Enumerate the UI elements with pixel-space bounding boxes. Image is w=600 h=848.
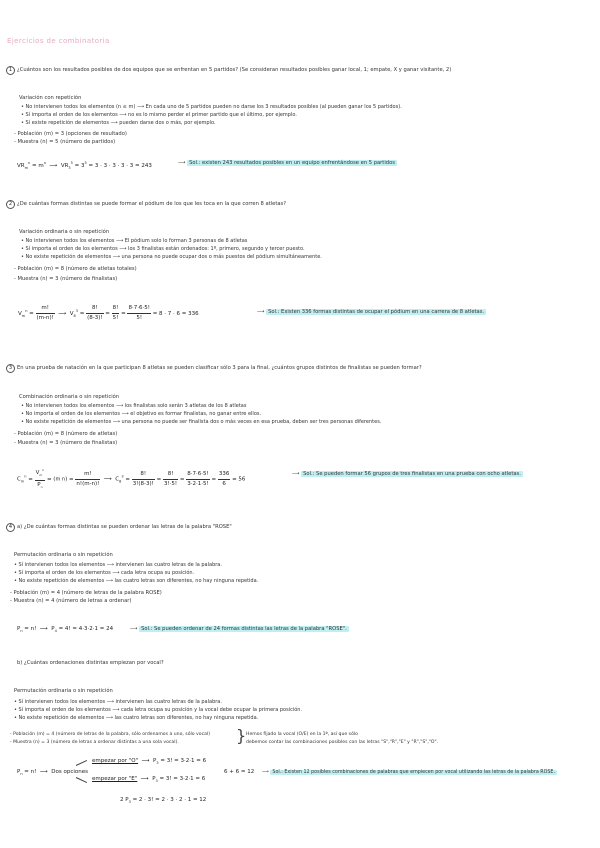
ex1-bullet-2-text: Sí importa el orden de los elementos ⟶ no es lo mismo perder el primer partido que el último, por ejemplo. <box>25 112 297 118</box>
ex4a-answer-row: ⟶ Sol.: Se pueden ordenar de 24 formas distintas las letras de la palabra "ROSE". <box>130 626 347 632</box>
ex2-bullet-2: • Sí importa el orden de los elementos ⟶ los 3 finalistas están ordenados: 1º, primero, segundo y tercer puesto. <box>21 246 305 252</box>
ex4b-note-2: debemos contar las combinaciones posibles con las letras "S","R","E" y "R","S","O". <box>246 740 439 745</box>
ex2-frac-2-den: (8-3)! <box>87 315 103 321</box>
ex2-bullet-1-text: No intervienen todos los elementos ⟶ El pódium solo lo forman 3 personas de 8 atletas <box>25 238 248 244</box>
ex3-frac-4-num: 8·7·6·5! <box>186 470 209 480</box>
ex4b-note-brace: } <box>236 726 247 745</box>
ex3-bullet-2: • No importa el orden de los elementos ⟶ el objetivo es formar finalistas, no ganar entre ellos. <box>21 411 262 417</box>
ex2-frac-4 <box>127 304 150 323</box>
exercise-number-3: 3 <box>6 364 15 373</box>
ex1-question: ¿Cuántos son los resultados posibles de dos equipos que se enfrentan en 5 partidos? (Se consideran resultados posibles ganar local, 1; empate, X y ganar visitante, 2) <box>17 67 452 73</box>
ex3-frac-1 <box>75 470 100 489</box>
ex3-frac-vp <box>35 466 46 492</box>
ex4b-p-general-result: = n! <box>24 769 37 775</box>
ex4a-bullet-1: • Sí intervienen todos los elementos ⟶ intervienen las cuatro letras de la palabra. <box>14 562 222 568</box>
ex3-result: = 56 <box>232 476 246 483</box>
ex3-frac-3-num: 8! <box>163 470 178 480</box>
ex4b-bullet-3: • No existe repetición de elementos ⟶ las cuatro letras son diferentes, no hay ninguna repetida. <box>14 715 259 721</box>
ex3-frac-3-den: 3!·5! <box>163 480 178 487</box>
ex3-p-symbol: P <box>37 481 41 488</box>
ex2-bullet-2-text: Sí importa el orden de los elementos ⟶ los 3 finalistas están ordenados: 1º, primero, segundo y tercer puesto. <box>25 246 305 252</box>
ex2-frac-3-den: 5! <box>112 315 119 321</box>
ex4a-population: - Población (m) = 4 (número de letras de la palabra ROSE) <box>10 590 162 596</box>
ex4b-type: Permutación ordinaria o sin repetición <box>14 688 113 694</box>
ex4a-p-general-result: = n! <box>24 626 37 632</box>
ex2-bullet-3: • No existe repetición de elementos ⟶ una persona no puede ocupar dos o más puestos del pódium simultáneamente. <box>21 254 322 260</box>
ex1-sample: - Muestra (n) = 5 (número de partidos) <box>14 139 116 145</box>
ex1-answer: Sol.: existen 243 resultados posibles en un equipo enfrentándose en 5 partidos <box>189 160 395 166</box>
ex4b-start-e: empezar por "E" <box>92 776 138 782</box>
ex4b-alt-p: 2 P <box>120 797 129 803</box>
ex2-v-general: V <box>18 311 22 317</box>
ex2-type: Variación ordinaria o sin repetición <box>19 229 110 235</box>
ex4b-two-options: Dos opciones <box>51 769 88 775</box>
ex4a-result: = 4! = 4·3·2·1 = 24 <box>58 626 114 632</box>
ex4a-p-general: P <box>17 626 21 632</box>
ex3-sample: - Muestra (n) = 3 (número de finalistas) <box>14 440 118 446</box>
ex3-frac-4-den: 3·2·1·5! <box>187 480 209 487</box>
ex4b-answer: Sol.: Existen 12 posibles combinaciones de palabras que empiecen por vocal utilizando las letras de la palabra ROSE. <box>272 770 555 775</box>
ex2-frac-2 <box>86 304 103 323</box>
ex3-frac-5-num: 336 <box>218 470 231 480</box>
ex3-frac-3 <box>163 470 178 489</box>
ex3-frac-5-den: 6 <box>222 480 226 487</box>
ex1-formula-vr-general: VR <box>17 162 25 169</box>
ex1-bullet-3: • Sí existe repetición de elementos ⟶ pueden darse dos o más, por ejemplo. <box>21 120 216 126</box>
ex1-bullet-2: • Sí importa el orden de los elementos ⟶ no es lo mismo perder el primer partido que el último, por ejemplo. <box>21 112 297 118</box>
ex1-formula: $VR_m^n = m^n$ ⟶ $VR_3^5 = 3^5 = 3 \cdot 3 \cdot 3 \cdot 3 \cdot 3 = 243$ <box>17 161 152 170</box>
ex3-frac-1-num: m! <box>75 470 100 480</box>
ex2-answer: Sol.: Existen 336 formas distintas de ocupar el pódium en una carrera de 8 atletas. <box>268 309 485 315</box>
ex4b-sample: - Muestra (n) = 3 (número de letras a ordenar distintas a una sola vocal). <box>10 740 179 745</box>
ex2-population: - Población (m) = 8 (número de atletas totales) <box>14 266 137 272</box>
ex2-frac-4-den: 5! <box>136 315 143 321</box>
ex1-formula-power: = 3 <box>74 162 85 169</box>
ex4a-question: a) ¿De cuántas formas distintas se pueden ordenar las letras de la palabra "ROSE" <box>17 524 232 530</box>
ex4b-result-e: = 3! = 3·2·1 = 6 <box>159 776 206 782</box>
exercise-number-1: 1 <box>6 66 15 75</box>
ex4a-bullet-1-text: Sí intervienen todos los elementos ⟶ intervienen las cuatro letras de la palabra. <box>18 562 222 568</box>
ex1-bullet-1-text: No intervienen todos los elementos (n ≤ m) ⟶ En cada uno de 5 partidos pueden no darse los 3 resultados posibles (al pueden ganar los 5 partidos). <box>25 104 402 110</box>
exercise-number-4: 4 <box>6 523 15 532</box>
ex4a-bullet-3: • No existe repetición de elementos ⟶ las cuatro letras son diferentes, no hay ninguna repetida. <box>14 578 259 584</box>
ex4b-p-general: P <box>17 769 21 775</box>
ex2-frac-1 <box>36 304 55 323</box>
ex4b-result-o: = 3! = 3·2·1 = 6 <box>160 758 207 764</box>
ex3-answer-row: ⟶ Sol.: Se pueden formar 56 grupos de tres finalistas en una prueba con ocho atletas. <box>292 471 521 477</box>
ex3-binomial: m n <box>55 476 66 483</box>
ex4a-bullet-2-text: Sí importa el orden de los elementos ⟶ cada letra ocupa su posición. <box>18 570 195 576</box>
ex3-question: En una prueba de natación en la que participan 8 atletas se pueden clasificar sólo 3 para la final, ¿cuántos grupos distintos de finalistas se pueden formar? <box>17 365 422 371</box>
ex4b-bullet-1: • Sí intervienen todos los elementos ⟶ intervienen las cuatro letras de la palabra. <box>14 699 222 705</box>
ex2-sample: - Muestra (n) = 3 (número de finalistas) <box>14 276 118 282</box>
ex2-bullet-1: • No intervienen todos los elementos ⟶ El pódium solo lo forman 3 personas de 8 atletas <box>21 238 248 244</box>
ex4a-answer: Sol.: Se pueden ordenar de 24 formas distintas las letras de la palabra "ROSE". <box>141 626 347 632</box>
ex4a-formula: $P_n = n$! ⟶ $P_4 = 4$! = 4·3·2·1 = 24 <box>17 626 114 634</box>
exercise-number-2: 2 <box>6 200 15 209</box>
ex1-bullet-1: • No intervienen todos los elementos (n ≤ m) ⟶ En cada uno de 5 partidos pueden no darse los 3 resultados posibles (al pueden ganar los 5 partidos). <box>21 104 402 110</box>
ex3-frac-1-den: n!(m-n)! <box>76 480 100 487</box>
ex4a-bullet-2: • Sí importa el orden de los elementos ⟶ cada letra ocupa su posición. <box>14 570 195 576</box>
ex2-answer-row: ⟶ Sol.: Existen 336 formas distintas de ocupar el pódium en una carrera de 8 atletas. <box>257 309 485 315</box>
ex4b-bullet-2: • Sí importa el orden de los elementos ⟶ cada letra ocupa su posición y la vocal debe ocupar la primera posición. <box>14 707 303 713</box>
ex3-frac-2-den: 3!(8-3)! <box>132 480 154 487</box>
ex4b-alt-result: = 2 · 3! = 2 · 3 · 2 · 1 = 12 <box>132 797 207 803</box>
ex4b-bullet-2-text: Sí importa el orden de los elementos ⟶ cada letra ocupa su posición y la vocal debe ocupar la primera posición. <box>18 707 303 713</box>
ex4b-question: b) ¿Cuántas ordenaciones distintas empiezan por vocal? <box>17 660 164 666</box>
ex1-answer-row: ⟶ Sol.: existen 243 resultados posibles en un equipo enfrentándose en 5 partidos <box>178 160 395 166</box>
ex4a-type: Permutación ordinaria o sin repetición <box>14 552 113 558</box>
ex3-frac-vp-den: $P_n$ <box>37 481 43 490</box>
ex4b-alt-formula: 2 $P_3 = 2 \cdot 3$! = 2 · 3 · 2 · 1 = 12 <box>120 797 207 805</box>
ex3-bullet-1: • No intervienen todos los elementos ⟶ los finalistas solo serán 3 atletas de los 8 atletas <box>21 403 247 409</box>
ex4b-start-o: empezar por "O" <box>92 758 139 764</box>
ex3-bullet-3: • No existe repetición de elementos ⟶ una persona no puede ser finalista dos o más veces en esa prueba, deben ser tres personas diferentes. <box>21 419 382 425</box>
ex3-bullet-2-text: No importa el orden de los elementos ⟶ el objetivo es formar finalistas, no ganar entre ellos. <box>25 411 262 417</box>
ex1-formula-vr-specific: VR <box>60 162 69 169</box>
ex4b-population: - Población (m) = 4 (número de letras de la palabra, sólo ordenamos a uno, sólo vocal) <box>10 732 210 737</box>
ex3-v-symbol: V <box>35 469 40 476</box>
ex2-frac-2-num: 8! <box>86 304 103 314</box>
ex4b-branch-e: empezar por "E" ⟶ $P_3 = 3$! = 3·2·1 = 6 <box>92 776 206 784</box>
ex2-frac-1-num: m! <box>36 304 55 314</box>
ex2-frac-4-num: 8·7·6·5! <box>127 304 150 314</box>
ex4b-bullet-3-text: No existe repetición de elementos ⟶ las cuatro letras son diferentes, no hay ninguna repetida. <box>18 715 259 721</box>
ex3-frac-vp-num: $V_m^n$ <box>35 466 46 481</box>
ex3-frac-2-num: 8! <box>132 470 155 480</box>
ex3-frac-2 <box>132 470 155 489</box>
ex3-bullet-1-text: No intervienen todos los elementos ⟶ los finalistas solo serán 3 atletas de los 8 atletas <box>25 403 247 409</box>
ex2-frac-1-den: (m-n)! <box>36 315 54 321</box>
ex3-type: Combinación ordinaria o sin repetición <box>19 394 120 400</box>
ex1-type: Variación con repetición <box>19 95 82 101</box>
ex4b-bullet-1-text: Sí intervienen todos los elementos ⟶ intervienen las cuatro letras de la palabra. <box>18 699 222 705</box>
ex3-bullet-3-text: No existe repetición de elementos ⟶ una persona no puede ser finalista dos o más veces en esa prueba, deben ser tres personas diferentes. <box>25 419 382 425</box>
ex2-frac-3 <box>112 304 120 323</box>
ex4b-formula-left: $P_n = n$! ⟶ Dos opciones <box>17 769 88 777</box>
ex4b-answer-row: ⟶ Sol.: Existen 12 posibles combinaciones de palabras que empiecen por vocal utilizando las letras de la palabra ROSE. <box>262 770 555 775</box>
ex4b-p-e: P <box>152 776 156 782</box>
ex2-formula: $V_m^n$ = $\frac{m!}{(m-n)!}$ ⟶ $V_8^3$ = $\frac{8!}{(8-3)!}$ = $\frac{8!}{5!}$ = $\frac{8\cdot 7\cdot 6\cdot 5!}{5!}$ = 8 · 7 · 6 = 336 <box>18 305 199 321</box>
ex4a-p-specific: P <box>51 626 55 632</box>
ex4a-bullet-3-text: No existe repetición de elementos ⟶ las cuatro letras son diferentes, no hay ninguna repetida. <box>18 578 259 584</box>
page-title: Ejercicios de combinatoria <box>7 37 110 45</box>
ex4b-note-1: Hemos fijado la vocal (O/E) en la 1ª, así que sólo <box>246 732 358 737</box>
ex4b-branch-o: empezar por "O" ⟶ $P_3 = 3$! = 3·2·1 = 6 <box>92 758 207 766</box>
ex3-formula: $C_m^n$ = $\frac{V_m^n}{P_n}$ = (m n) = $\frac{m!}{n!(m-n)!}$ ⟶ $C_8^3$ = $\frac{8!}{3!(8-3)!}$ = $\frac{8!}{3!\cdot 5!}$ = $\frac{8\cdot 7\cdot 6\cdot 5!}{3\cdot 2\cdot 1\cdot 5!}$ = $\frac{336}{6}$ = 56 <box>17 466 245 492</box>
ex1-formula-general-result: = m <box>31 162 44 169</box>
ex4b-sum: 6 + 6 = 12 <box>224 769 255 775</box>
ex3-c-general: C <box>17 476 21 483</box>
ex3-frac-4 <box>186 470 209 489</box>
ex2-frac-3-num: 8! <box>112 304 120 314</box>
ex3-answer: Sol.: Se pueden formar 56 grupos de tres finalistas en una prueba con ocho atletas. <box>303 471 521 477</box>
ex2-question: ¿De cuántas formas distintas se puede formar el pódium de los que les toca en la que corren 8 atletas? <box>17 201 287 207</box>
ex2-result: = 8 · 7 · 6 = 336 <box>152 311 199 317</box>
ex4b-branch-up <box>76 760 87 766</box>
ex3-frac-5 <box>218 470 231 489</box>
ex1-population: - Población (m) = 3 (opciones de resultado) <box>14 131 127 137</box>
ex4a-sample: - Muestra (n) = 4 (número de letras a ordenar) <box>10 598 132 604</box>
ex1-bullet-3-text: Sí existe repetición de elementos ⟶ pueden darse dos o más, por ejemplo. <box>25 120 216 126</box>
ex2-bullet-3-text: No existe repetición de elementos ⟶ una persona no puede ocupar dos o más puestos del pódium simultáneamente. <box>25 254 322 260</box>
ex3-population: - Población (m) = 8 (número de atletas) <box>14 431 118 437</box>
ex1-formula-result: = 3 · 3 · 3 · 3 · 3 = 243 <box>88 162 152 169</box>
ex4b-p-o: P <box>153 758 157 764</box>
